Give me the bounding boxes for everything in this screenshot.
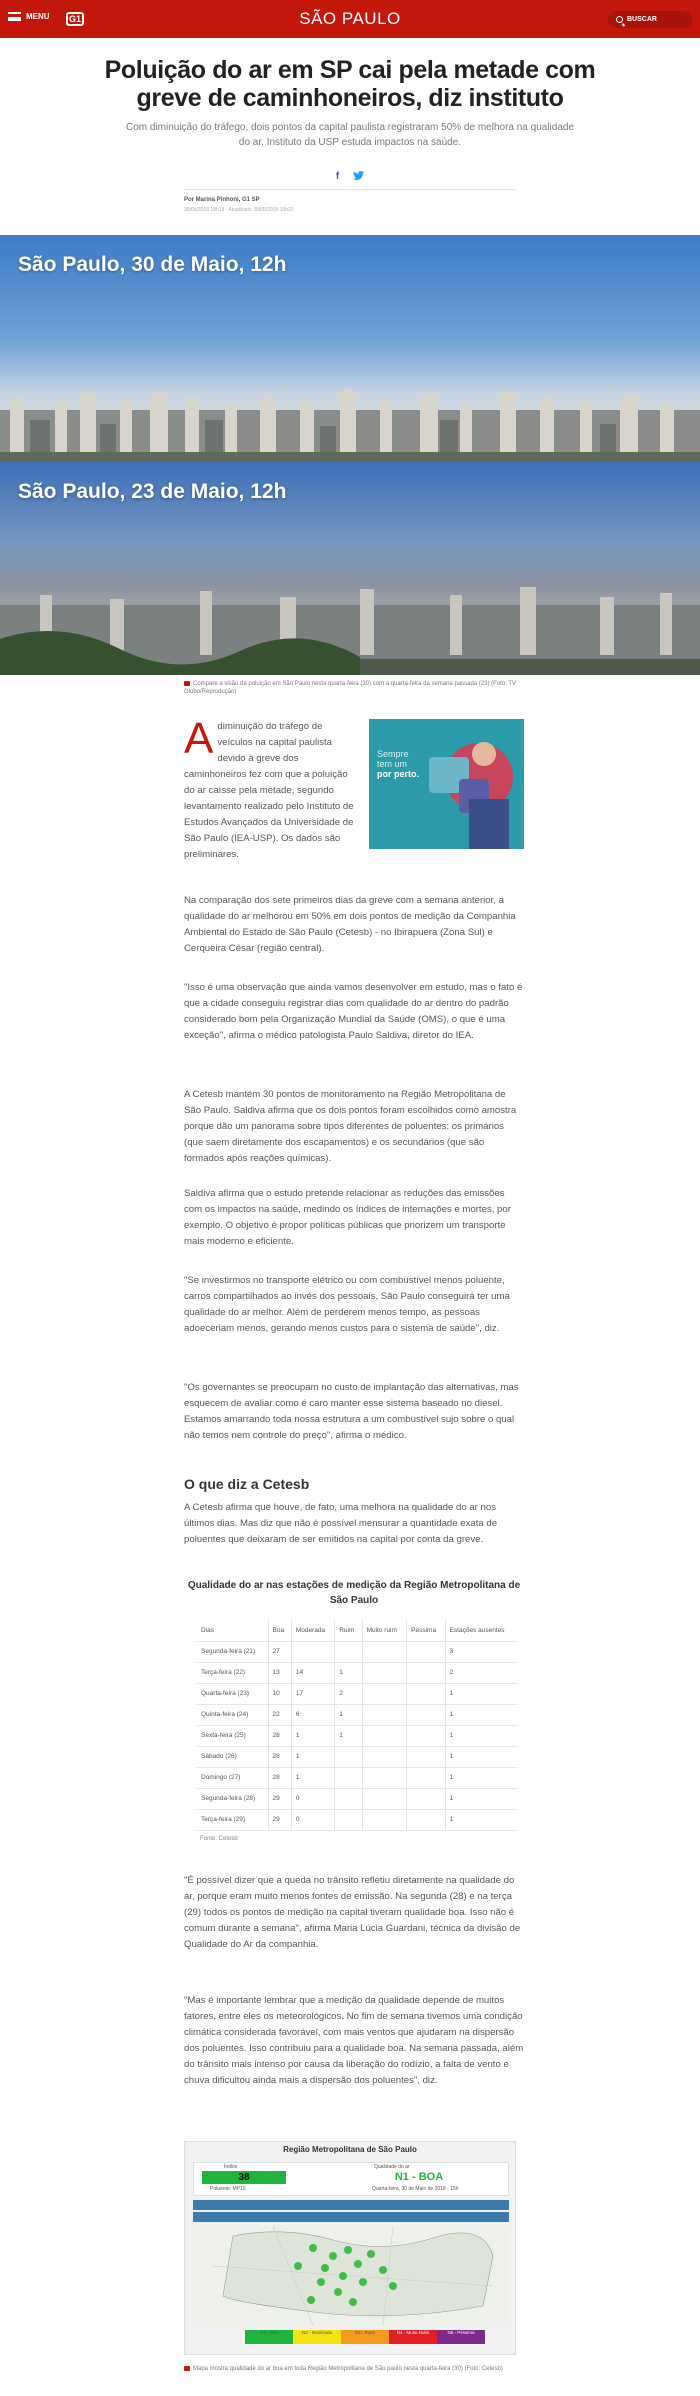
g1-logo[interactable]: G1: [66, 12, 84, 26]
table-cell: [407, 1641, 445, 1662]
search-icon: [616, 16, 623, 23]
section-heading: O que diz a Cetesb: [184, 1476, 310, 1492]
table-header: Péssima: [407, 1620, 445, 1641]
table-cell: 28: [268, 1746, 291, 1767]
article-paragraph: A Cetesb mantém 30 pontos de monitoramento na Região Metropolitana de São Paulo. Saldiva afirma que os dois pontos foram escolhidos como amostra porque dão um panorama sobre tipos diferentes de poluentes: os primários (que saem diretamente dos escapamentos) e os secundários (que são formados após reações químicas).: [184, 1089, 517, 1164]
table-cell: 1: [445, 1725, 517, 1746]
table-cell: 1: [445, 1767, 517, 1788]
ad-illustration: [369, 719, 524, 849]
table-cell: 3: [445, 1641, 517, 1662]
table-cell: 0: [291, 1809, 334, 1830]
article-paragraph: "Se investirmos no transporte elétrico ou com combustível menos poluente, carros compartilhados ao invés dos pessoais, São Paulo conseguirá ter uma qualidade do ar melhor. Além de perderem menos tempo, as pessoas adoeceriam menos, gerando menos custos para o sistema de saúde", diz.: [184, 1275, 510, 1334]
table-cell: [362, 1809, 407, 1830]
article-paragraph: "Mas é importante lembrar que a medição da qualidade depende de muitos fatores, entre eles os meteorológicos. No fim de semana tivemos uma condição climática considerada favorável, com mais ventos que ajudaram na dispersão dos poluentes. Isso contribuiu para a qualidade boa. Na semana passada, além do trânsito mais intenso por causa da liberação do rodízio, a falta de vento e chuva dificultou ainda mais a dispersão dos poluentes", diz.: [184, 1995, 524, 2086]
twitter-share-icon[interactable]: [353, 171, 364, 183]
table-cell: 22: [268, 1704, 291, 1725]
table-cell: [362, 1641, 407, 1662]
air-quality-map: [184, 2141, 516, 2355]
table-row: [197, 1704, 517, 1725]
table-cell: 1: [335, 1704, 362, 1725]
table-cell: 17: [291, 1683, 334, 1704]
article-paragraph: A Cetesb afirma que houve, de fato, uma melhora na qualidade do ar nos últimos dias. Mas diz que não é possível mensurar a quantidade exata de poluentes que deixaram de ser emitidos na capital por conta da greve.: [184, 1502, 498, 1545]
table-cell: Segunda-feira (21): [197, 1641, 268, 1662]
table-cell: [335, 1809, 362, 1830]
map-caption: Mapa mostra qualidade do ar boa em toda Região Metropolitana de São paulo nesta quarta-feira (30) (Foto: Cetesb): [184, 2365, 524, 2373]
table-cell: [362, 1788, 407, 1809]
table-cell: [407, 1662, 445, 1683]
author-byline: Por Marina Pinhoni, G1 SP: [184, 197, 260, 203]
camera-icon: [184, 681, 190, 686]
table-cell: [335, 1788, 362, 1809]
map-graphic: [193, 2226, 509, 2326]
article-paragraph: "Isso é uma observação que ainda vamos desenvolver em estudo, mas o fato é que a cidade conseguiu registrar dias com qualidade do ar dentro do padrão considerado bom pela Organização Mundial da Saúde (OMS), o que é uma exceção", afirma o médico patologista Paulo Saldiva, diretor do IEA.: [184, 982, 523, 1041]
table-cell: 28: [268, 1725, 291, 1746]
top-navbar: [0, 0, 700, 38]
table-row: [197, 1725, 517, 1746]
table-cell: 1: [291, 1725, 334, 1746]
table-cell: [407, 1683, 445, 1704]
photo-label: São Paulo, 23 de Maio, 12h: [18, 480, 287, 503]
table-cell: 2: [335, 1683, 362, 1704]
article-paragraph: Na comparação dos sete primeiros dias da greve com a semana anterior, a qualidade do ar melhorou em 50% em dois pontos de medição da Companhia Ambiental do Estado de São Paulo (Cetesb) - no Ibirapuera (Zona Sul) e Cerqueira César (região central).: [184, 895, 516, 954]
table-row: [197, 1746, 517, 1767]
article-paragraph: Adiminuição do tráfego de veículos na capital paulista devido à greve dos caminhoneiros fez com que a poluição do ar caísse pela metade, segundo levantamento realizado pelo Instituto de Estudos Avançados da Universidade de São Paulo (IEA-USP). Os dados são preliminares.: [184, 714, 354, 860]
air-quality-table: [197, 1620, 517, 1831]
table-cell: [407, 1704, 445, 1725]
table-header: Estações ausentes: [445, 1620, 517, 1641]
table-cell: Segunda-feira (28): [197, 1788, 268, 1809]
city-photo-may-30: [0, 235, 700, 462]
table-cell: 6: [291, 1704, 334, 1725]
table-cell: [407, 1746, 445, 1767]
table-cell: Domingo (27): [197, 1767, 268, 1788]
article-subtitle: Com diminuição do tráfego, dois pontos da capital paulista registraram 50% de melhora na qualidade do ar. Instituto da USP estuda impactos na saúde.: [125, 122, 575, 148]
table-cell: [362, 1683, 407, 1704]
table-cell: 10: [268, 1683, 291, 1704]
skyline-image: [0, 579, 700, 675]
map-legend: N1 - Boa N2 - Moderada N3 - Ruim N4 - Muito Ruim N5 - Péssima: [245, 2330, 485, 2344]
table-cell: 29: [268, 1788, 291, 1809]
quality-value: N1 - BOA: [394, 2171, 444, 2183]
facebook-share-icon[interactable]: f: [335, 171, 340, 182]
divider: [184, 189, 516, 190]
table-row: [197, 1683, 517, 1704]
table-cell: 0: [291, 1788, 334, 1809]
table-header: Muito ruim: [362, 1620, 407, 1641]
table-cell: 13: [268, 1662, 291, 1683]
table-cell: 1: [445, 1788, 517, 1809]
table-cell: Quarta-feira (23): [197, 1683, 268, 1704]
search-button[interactable]: BUSCAR: [608, 11, 692, 28]
table-cell: [335, 1641, 362, 1662]
ad-text: Sempre tem um por perto.: [377, 749, 419, 779]
table-header: Boa: [268, 1620, 291, 1641]
table-cell: 1: [445, 1683, 517, 1704]
table-cell: [407, 1767, 445, 1788]
advertisement-banner[interactable]: [369, 719, 524, 849]
table-row: [197, 1662, 517, 1683]
table-cell: 2: [445, 1662, 517, 1683]
map-index-panel: Índice 38 Poluente: MP10 Qualidade do ar N1 - BOA Quarta-feira, 30 de Maio de 2018 - 15h: [193, 2162, 509, 2196]
section-title[interactable]: SÃO PAULO: [299, 9, 401, 28]
article-paragraph: Saldiva afirma que o estudo pretende relacionar as reduções das emissões com os impactos na saúde, medindo os índices de internações e mortes, por exemplo. O objetivo é propor políticas públicas que priorizem um transporte mais moderno e eficiente.: [184, 1188, 511, 1247]
article-paragraph: "Os governantes se preocupam no custo de implantação das alternativas, mas esquecem de avaliar como é caro manter esse sistema baseado no diesel. Estamos amarrando toda nossa estrutura a um combustível sujo sobre o qual não temos nem controle do preço", afirma o médico.: [184, 1382, 519, 1441]
table-body: [197, 1641, 517, 1830]
table-row: [197, 1767, 517, 1788]
table-cell: [335, 1746, 362, 1767]
table-cell: Terça-feira (29): [197, 1809, 268, 1830]
table-cell: 1: [445, 1704, 517, 1725]
photo-caption: Compare a visão da poluição em São Paulo nesta quarta-feira (30) com a quarta-feira da semana passada (23) (Foto: TV Globo/Reprodução): [184, 681, 517, 695]
table-cell: [335, 1767, 362, 1788]
table-cell: 28: [268, 1767, 291, 1788]
camera-icon: [184, 2366, 190, 2371]
table-cell: Sábado (26): [197, 1746, 268, 1767]
skyline-image: [0, 380, 700, 462]
table-source: Fonte: Cetesb: [200, 1836, 238, 1842]
table-row: [197, 1809, 517, 1830]
table-cell: [362, 1746, 407, 1767]
table-row: [197, 1641, 517, 1662]
map-title: Região Metropolitana de São Paulo: [283, 2145, 417, 2154]
publish-dates: 30/05/2018 18h18 · Atualizado 30/05/2018 19h22: [184, 207, 294, 213]
table-cell: 1: [291, 1746, 334, 1767]
photo-label: São Paulo, 30 de Maio, 12h: [18, 253, 287, 276]
table-cell: 27: [268, 1641, 291, 1662]
table-cell: [407, 1725, 445, 1746]
table-cell: [407, 1809, 445, 1830]
table-cell: 1: [291, 1767, 334, 1788]
table-cell: [362, 1662, 407, 1683]
index-value: 38: [202, 2171, 286, 2184]
table-cell: 1: [335, 1662, 362, 1683]
article-title: Poluição do ar em SP cai pela metade com greve de caminhoneiros, diz instituto: [104, 56, 596, 112]
table-cell: 1: [335, 1725, 362, 1746]
table-header: Dias: [197, 1620, 268, 1641]
drop-cap: A: [184, 714, 214, 763]
table-cell: [362, 1767, 407, 1788]
table-header-row: [197, 1620, 517, 1641]
table-cell: 1: [445, 1746, 517, 1767]
table-cell: [291, 1641, 334, 1662]
table-cell: Quinta-feira (24): [197, 1704, 268, 1725]
table-cell: 29: [268, 1809, 291, 1830]
table-cell: [362, 1725, 407, 1746]
table-header: Ruim: [335, 1620, 362, 1641]
table-cell: [362, 1704, 407, 1725]
table-cell: [407, 1788, 445, 1809]
table-cell: 14: [291, 1662, 334, 1683]
table-cell: Terça-feira (22): [197, 1662, 268, 1683]
article-paragraph: "É possível dizer que a queda no trânsito refletiu diretamente na qualidade do ar, porque eram muito menos fontes de emissão. Na segunda (28) e na terça (29) todos os pontos de medição na capital tiveram qualidade boa. Isso não é comum durante a semana", afirma Maria Lúcia Guardani, técnica da divisão de Qualidade do Ar da companhia.: [184, 1875, 521, 1950]
menu-button[interactable]: MENU: [8, 12, 50, 21]
share-bar: [0, 171, 700, 183]
table-title: Qualidade do ar nas estações de medição da Região Metropolitana de São Paulo: [187, 1580, 521, 1606]
table-cell: 1: [445, 1809, 517, 1830]
table-header: Moderada: [291, 1620, 334, 1641]
table-cell: Sexta-feira (25): [197, 1725, 268, 1746]
city-photo-may-23: [0, 462, 700, 675]
table-row: [197, 1788, 517, 1809]
